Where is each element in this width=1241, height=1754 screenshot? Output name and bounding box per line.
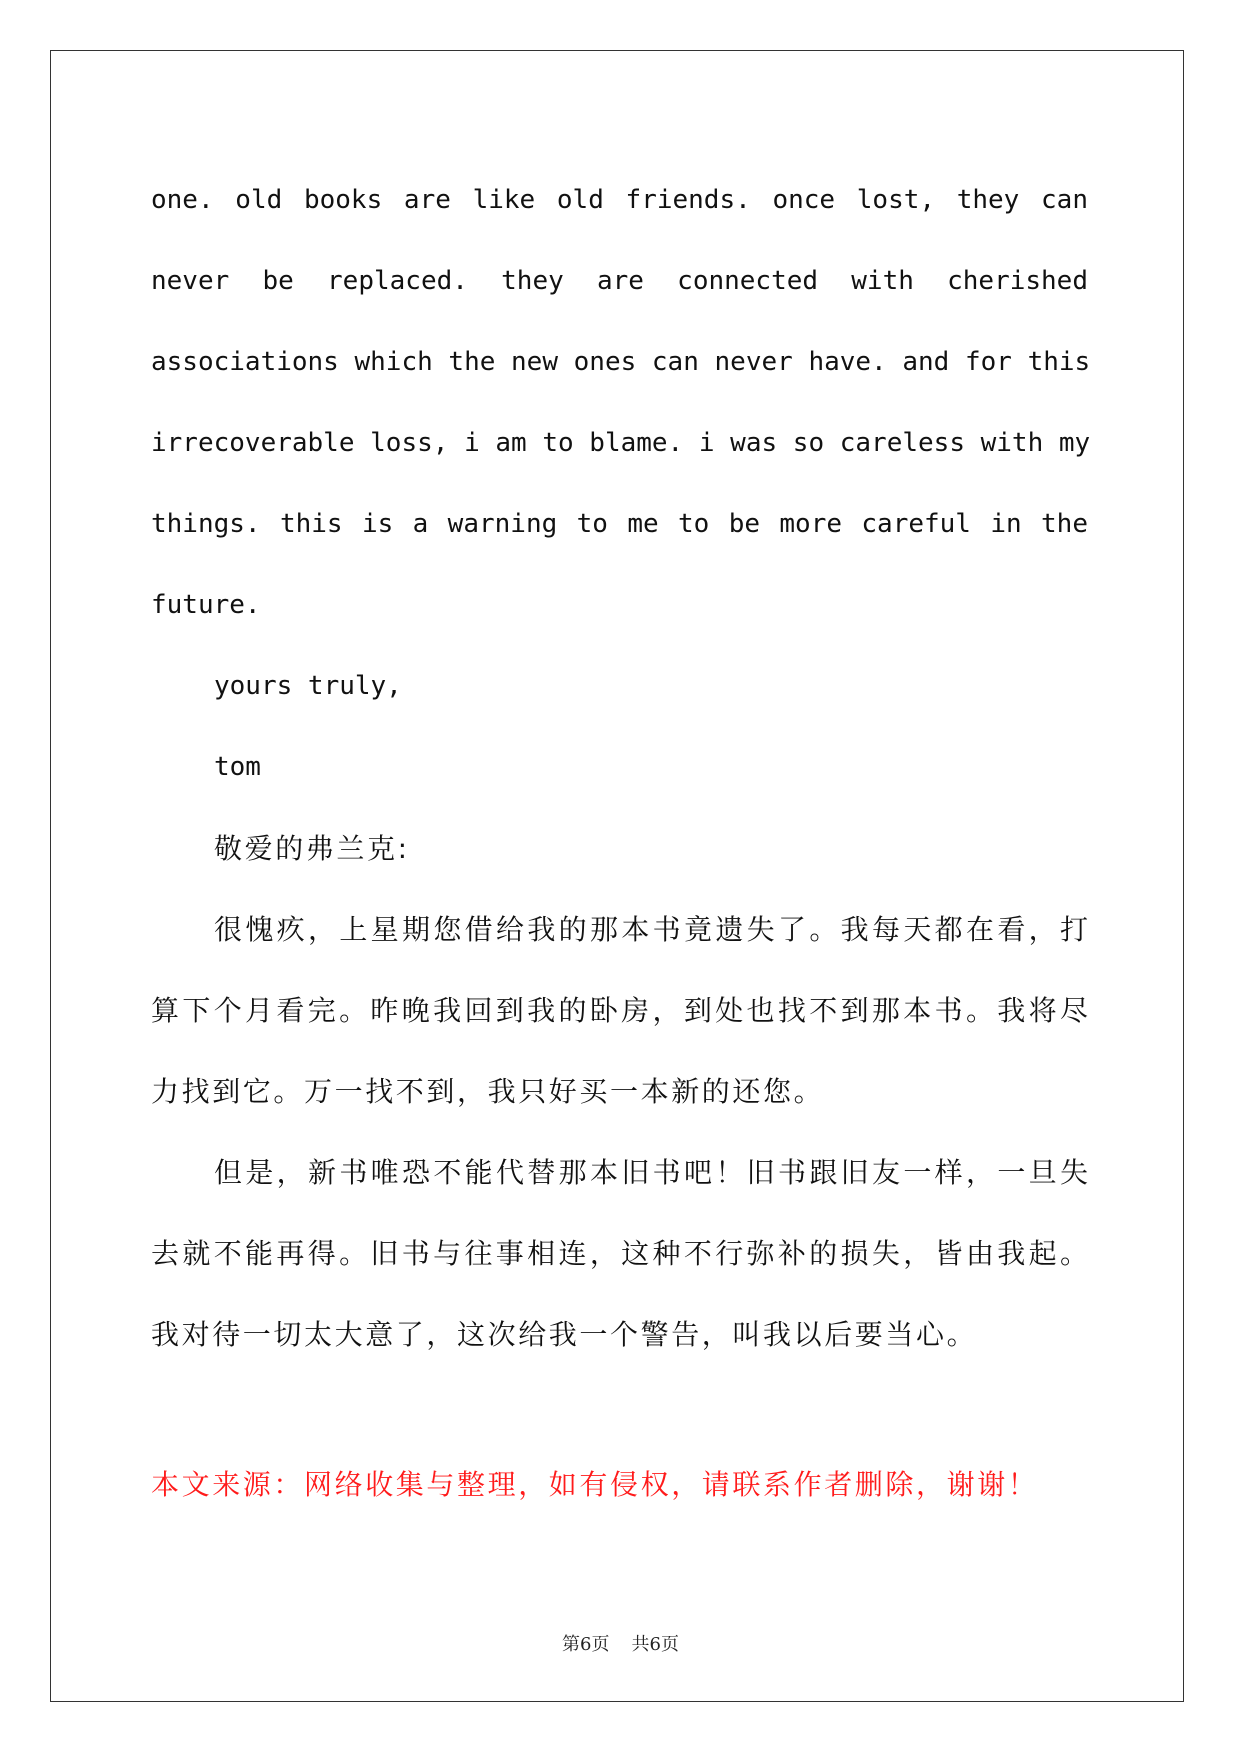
document-body (151, 160, 1091, 1375)
letter-signature: tom (214, 752, 261, 782)
body-line-6: future. (151, 590, 261, 620)
chinese-paragraph2-line-2: 去就不能再得。旧书与往事相连，这种不行弥补的损失，皆由我起。 (151, 1237, 1088, 1270)
page-total: 共6页 (631, 1634, 679, 1655)
letter-closing: yours truly, (214, 671, 402, 701)
chinese-salutation: 敬爱的弗兰克: (214, 832, 410, 865)
body-line-2: never be replaced. they are connected with cherished (151, 266, 1088, 296)
body-line-4: irrecoverable loss, i am to blame. i was so careless with my (151, 428, 1091, 458)
chinese-paragraph1-line-2: 算下个月看完。昨晚我回到我的卧房，到处也找不到那本书。我将尽 (151, 994, 1088, 1027)
chinese-paragraph1-line-3: 力找到它。万一找不到，我只好买一本新的还您。 (151, 1075, 825, 1108)
chinese-paragraph2-line-1: 但是，新书唯恐不能代替那本旧书吧！旧书跟旧友一样，一旦失 (214, 1156, 1088, 1189)
chinese-paragraph2-line-3: 我对待一切太大意了，这次给我一个警告，叫我以后要当心。 (151, 1318, 978, 1351)
page-footer (0, 1630, 1241, 1656)
page-number: 第6页 (562, 1634, 610, 1655)
body-line-3: associations which the new ones can never have. and for this (151, 347, 1091, 377)
body-line-1: one. old books are like old friends. once lost, they can (151, 185, 1088, 215)
chinese-paragraph1-line-1: 很愧疚，上星期您借给我的那本书竟遗失了。我每天都在看，打 (214, 913, 1088, 946)
body-line-5: things. this is a warning to me to be more careful in the (151, 509, 1088, 539)
source-notice: 本文来源：网络收集与整理，如有侵权，请联系作者删除，谢谢！ (151, 1468, 1039, 1501)
